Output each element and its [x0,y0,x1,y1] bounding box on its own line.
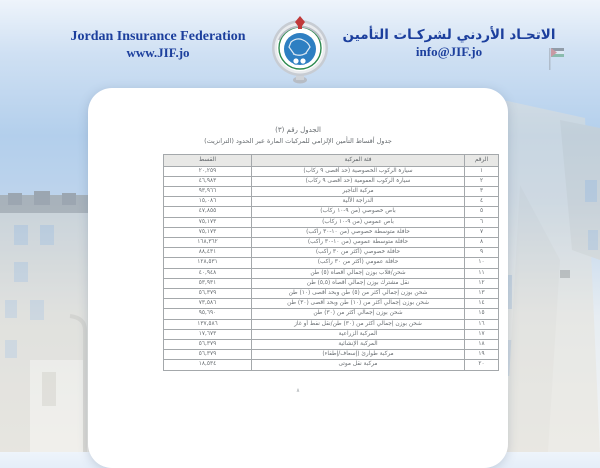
cell-premium: ١٨,٥٣٤ [164,360,252,370]
cell-index: ١٠ [465,258,499,268]
cell-category: نقل مشترك بوزن إجمالي أقصاه (٥,٥) طن [252,278,465,288]
cell-index: ٢٠ [465,360,499,370]
table-row [164,176,499,186]
cell-premium: ٩٥,٦٩٠ [164,309,252,319]
table-row [164,258,499,268]
cell-premium: ١٥,٠٨٦ [164,197,252,207]
org-name-english-text: Jordan Insurance Federation [70,29,246,44]
scanned-document [88,88,508,468]
cell-index: ١٥ [465,309,499,319]
cell-category: مركبة طوارئ (إسعاف/إطفاء) [252,350,465,360]
cell-category: مركبة نقل موتى [252,360,465,370]
vehicle-table-body [164,166,499,370]
table-row [164,217,499,227]
cell-category: شحن بوزن إجمالي أكثر من (٥) طن وبحد أقصى (١٠) طن [252,288,465,298]
cell-premium: ٥٦,٣٧٩ [164,339,252,349]
cell-category: الدراجة الآلية [252,197,465,207]
cell-category: باص عمومي (من ٩-١٠ ركاب) [252,217,465,227]
cell-index: ٦ [465,217,499,227]
cell-category: سيارة الركوب العمومية (حد أقصى ٩ ركاب) [252,176,465,186]
header-category: فئة المركبة [252,155,465,167]
table-row [164,227,499,237]
cell-index: ١ [465,166,499,176]
org-name-arabic-text: الاتحـاد الأردني لشركـات التأمين [342,27,556,43]
cell-index: ٥ [465,207,499,217]
table-row [164,309,499,319]
cell-index: ٧ [465,227,499,237]
cell-premium: ٧٣,٥٨٦ [164,299,252,309]
cell-category: المركبة الزراعية [252,329,465,339]
cell-premium: ١٧,٦٧٣ [164,329,252,339]
cell-category: شحن/قلاب بوزن إجمالي أقصاه (٥) طن [252,268,465,278]
table-row [164,207,499,217]
header-index: الرقم [465,155,499,167]
table-row [164,186,499,196]
cell-index: ٩ [465,248,499,258]
page-number: ٨ [296,388,300,394]
cell-index: ١٦ [465,319,499,329]
premiums-table [163,154,499,371]
table-row [164,197,499,207]
cell-index: ١٩ [465,350,499,360]
cell-category: شحن بوزن إجمالي أكثر من (١٠) طن وبحد أقصى (٣٠) طن [252,299,465,309]
table-row [164,360,499,370]
cell-index: ١٨ [465,339,499,349]
table-row [164,237,499,247]
cell-premium: ٧٥,١٧٣ [164,217,252,227]
table-header-row [164,155,499,167]
cell-premium: ٤٦,٩٨٣ [164,176,252,186]
cell-category: المركبة الإنشائية [252,339,465,349]
document-title: الجدول رقم (٣) [275,126,321,134]
org-name-english [38,28,278,61]
cell-index: ١٤ [465,299,499,309]
cell-premium: ٩٣,٩٦٦ [164,186,252,196]
cell-premium: ٢٠,٢٥٩ [164,166,252,176]
table-row [164,339,499,349]
document-card [88,88,508,468]
table-row [164,329,499,339]
cell-premium: ٧٥,١٧٣ [164,227,252,237]
cell-premium: ١٢٨,٥٣١ [164,258,252,268]
cell-premium: ٥٦,٣٧٩ [164,350,252,360]
document-subtitle: جدول أقساط التأمين الإلزامي للمركبات المارة عبر الحدود (الترانزيت) [204,137,392,145]
table-row [164,350,499,360]
org-name-arabic [330,26,568,60]
site-header [0,0,600,92]
cell-premium: ١٣٧,٥٨٦ [164,319,252,329]
cell-index: ١٢ [465,278,499,288]
cell-index: ٤ [465,197,499,207]
cell-category: سيارة الركوب الخصوصية (حد أقصى ٩ ركاب) [252,166,465,176]
cell-premium: ٤٧,٨٥٥ [164,207,252,217]
cell-index: ١١ [465,268,499,278]
cell-category: حافلة خصوصي (أكثر من ٣٠ راكب) [252,248,465,258]
table-row [164,299,499,309]
cell-premium: ٤٠,٩٤٨ [164,268,252,278]
header-premium: القسط [164,155,252,167]
table-row [164,268,499,278]
table-row [164,288,499,298]
cell-category: شحن بوزن إجمالي أكثر من (٣٠) طن [252,309,465,319]
website-link[interactable]: www.JIF.jo [126,45,190,60]
cell-premium: ٥٣,٩٣١ [164,278,252,288]
cell-index: ١٧ [465,329,499,339]
cell-index: ١٣ [465,288,499,298]
cell-category: حافلة متوسطة خصوصي (من ١٠-٣٠ راكب) [252,227,465,237]
cell-category: باص خصوصي (من ٩-١٠ ركاب) [252,207,465,217]
table-row [164,248,499,258]
jif-logo-icon[interactable] [269,14,331,86]
cell-category: شحن بوزن إجمالي أكثر من (٣٠) طن/نقل نفط أو غاز [252,319,465,329]
cell-category: حافلة متوسطة عمومي (من ١٠-٣٠ راكب) [252,237,465,247]
email-link[interactable]: info@JIF.jo [415,44,483,59]
table-row [164,278,499,288]
cell-premium: ٨٨,٤٣١ [164,248,252,258]
cell-index: ٢ [465,176,499,186]
cell-category: حافلة عمومي (أكثر من ٣٠ راكب) [252,258,465,268]
cell-category: مركبة التأجير [252,186,465,196]
cell-index: ٨ [465,237,499,247]
cell-index: ٣ [465,186,499,196]
cell-premium: ١٦٨,٣٦٢ [164,237,252,247]
cell-premium: ٥٦,٣٧٩ [164,288,252,298]
table-row [164,319,499,329]
table-row [164,166,499,176]
